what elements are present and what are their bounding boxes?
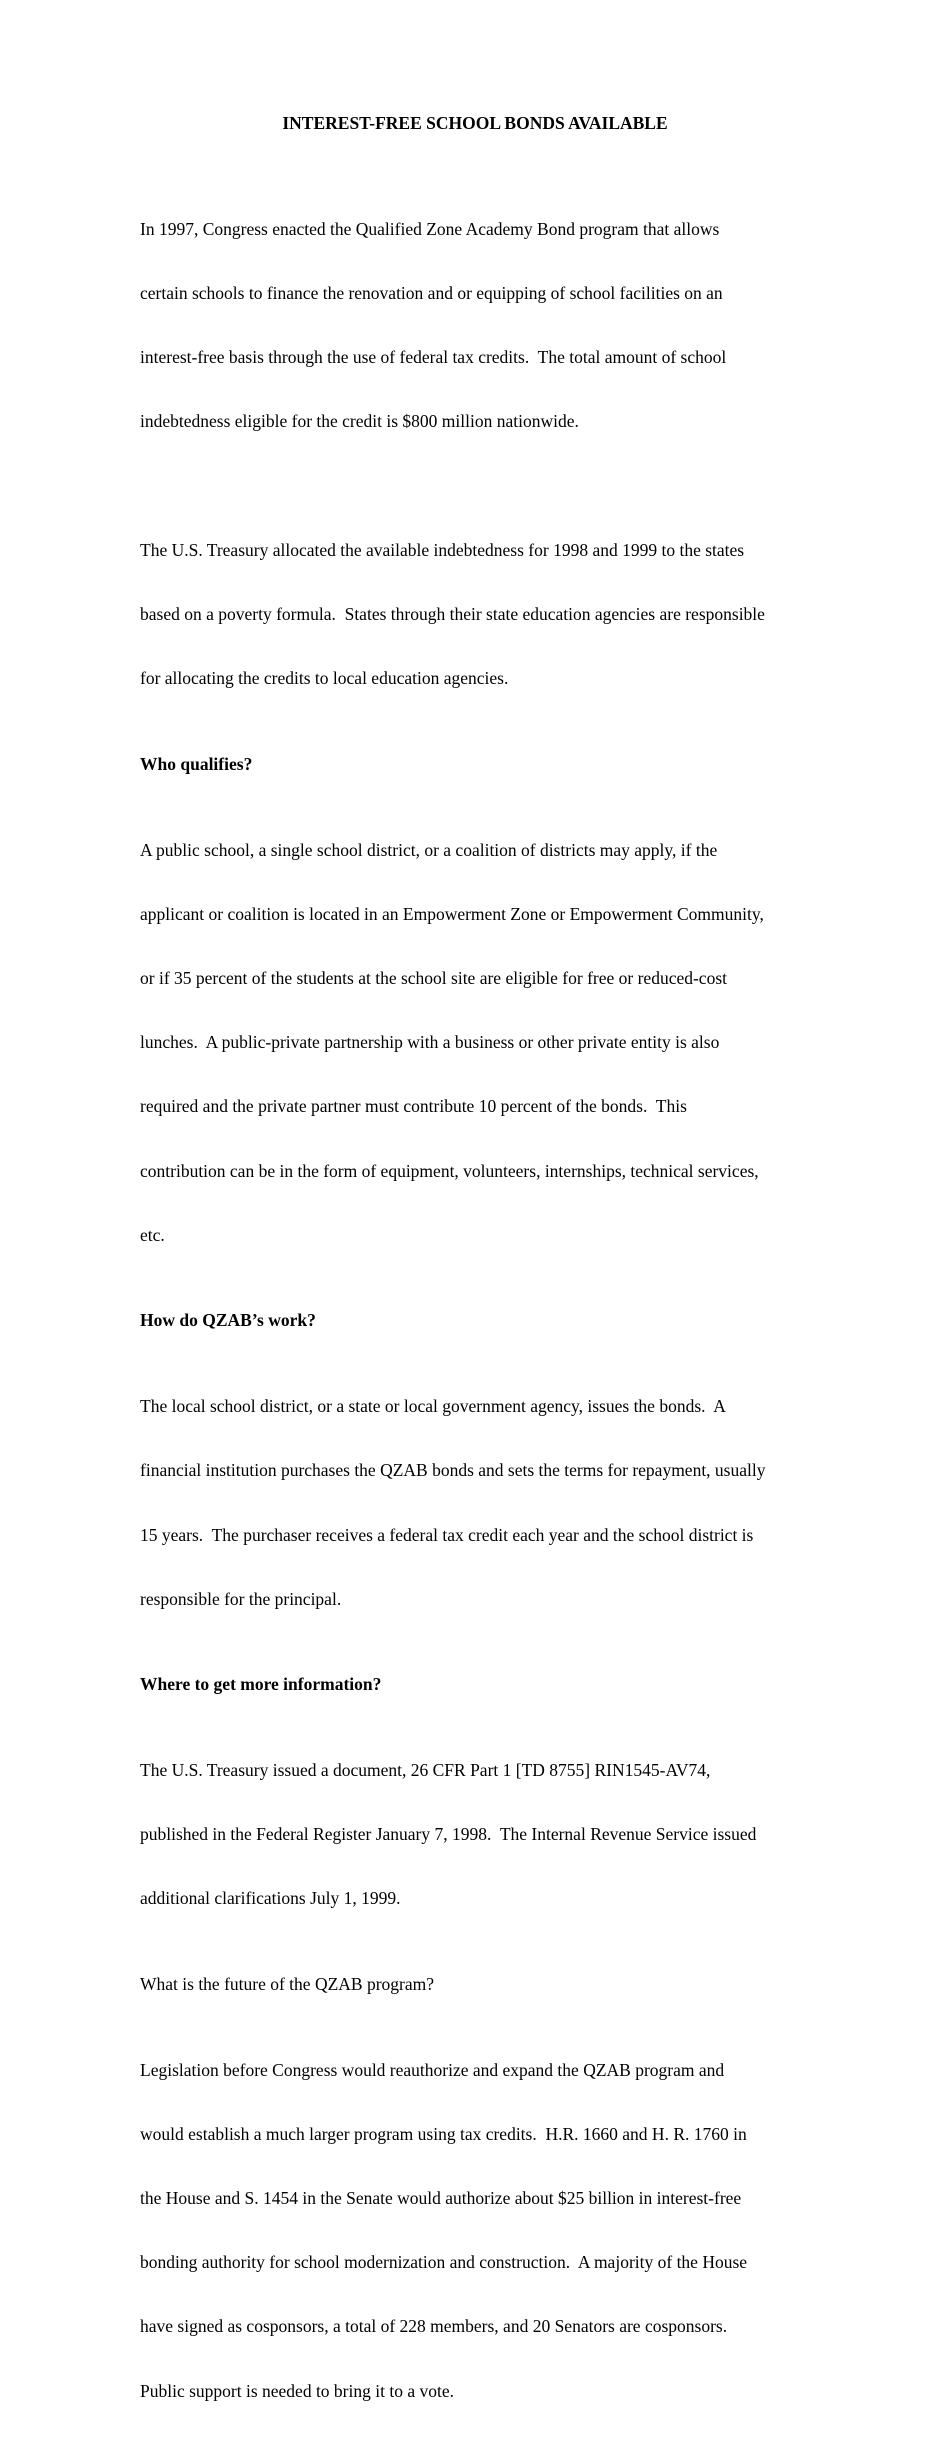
text-line: Public support is needed to bring it to a vote. [140, 2380, 454, 2401]
section-heading-future: What is the future of the QZAB program? [140, 1974, 435, 1994]
text-line: The U.S. Treasury allocated the available indebtedness for 1998 and 1999 to the states [140, 539, 745, 560]
section-heading-more-information: Where to get more information? [140, 1674, 382, 1695]
text-line: additional clarifications July 1, 1999. [140, 1888, 401, 1909]
text-line: for allocating the credits to local education agencies. [140, 668, 509, 689]
text-line: certain schools to finance the renovation and or equipping of school facilities on an [140, 283, 723, 304]
text-line: interest-free basis through the use of federal tax credits. The total amount of school [140, 347, 727, 368]
section-heading-who-qualifies: Who qualifies? [140, 753, 253, 774]
text-line: applicant or coalition is located in an Empowerment Zone or Empowerment Community, [140, 903, 764, 924]
text-line: contribution can be in the form of equipment, volunteers, internships, technical services, [140, 1160, 759, 1181]
intro-paragraph-1 [140, 176, 810, 476]
document-page [140, 112, 810, 2460]
text-line: lunches. A public-private partnership with a business or other private entity is also [140, 1032, 720, 1053]
section-body-how-qzab-work [140, 1353, 810, 1653]
text-line: financial institution purchases the QZAB bonds and sets the terms for repayment, usually [140, 1460, 766, 1481]
text-line: The U.S. Treasury issued a document, 26 CFR Part 1 [TD 8755] RIN1545-AV74, [140, 1759, 711, 1780]
document-title: INTEREST-FREE SCHOOL BONDS AVAILABLE [282, 113, 668, 133]
text-line: etc. [140, 1224, 165, 1245]
text-line: indebtedness eligible for the credit is $800 million nationwide. [140, 411, 579, 432]
text-line: required and the private partner must contribute 10 percent of the bonds. This [140, 1096, 687, 1117]
text-line: would establish a much larger program using tax credits. H.R. 1660 and H. R. 1760 in [140, 2123, 747, 2144]
intro-paragraph-2 [140, 497, 810, 732]
text-line: bonding authority for school modernization and construction. A majority of the House [140, 2252, 748, 2273]
text-line: published in the Federal Register January 7, 1998. The Internal Revenue Service issued [140, 1824, 757, 1845]
text-line: have signed as cosponsors, a total of 228 members, and 20 Senators are cosponsors. [140, 2316, 728, 2337]
text-line: In 1997, Congress enacted the Qualified Zone Academy Bond program that allows [140, 218, 720, 239]
text-line: based on a poverty formula. States through their state education agencies are responsible [140, 604, 765, 625]
section-heading-how-qzab-work: How do QZAB’s work? [140, 1310, 316, 1331]
text-line: or if 35 percent of the students at the school site are eligible for free or reduced-cost [140, 967, 727, 988]
text-line: A public school, a single school district, or a coalition of districts may apply, if the [140, 839, 718, 860]
section-body-who-qualifies [140, 797, 810, 1289]
section-body-future [140, 2017, 810, 2445]
text-line: The local school district, or a state or local government agency, issues the bonds. A [140, 1396, 726, 1417]
text-line: Legislation before Congress would reauthorize and expand the QZAB program and [140, 2059, 725, 2080]
text-line: the House and S. 1454 in the Senate would authorize about $25 billion in interest-free [140, 2188, 742, 2209]
section-body-more-information [140, 1717, 810, 1952]
text-line: responsible for the principal. [140, 1588, 342, 1609]
text-line: 15 years. The purchaser receives a federal tax credit each year and the school district is [140, 1524, 754, 1545]
